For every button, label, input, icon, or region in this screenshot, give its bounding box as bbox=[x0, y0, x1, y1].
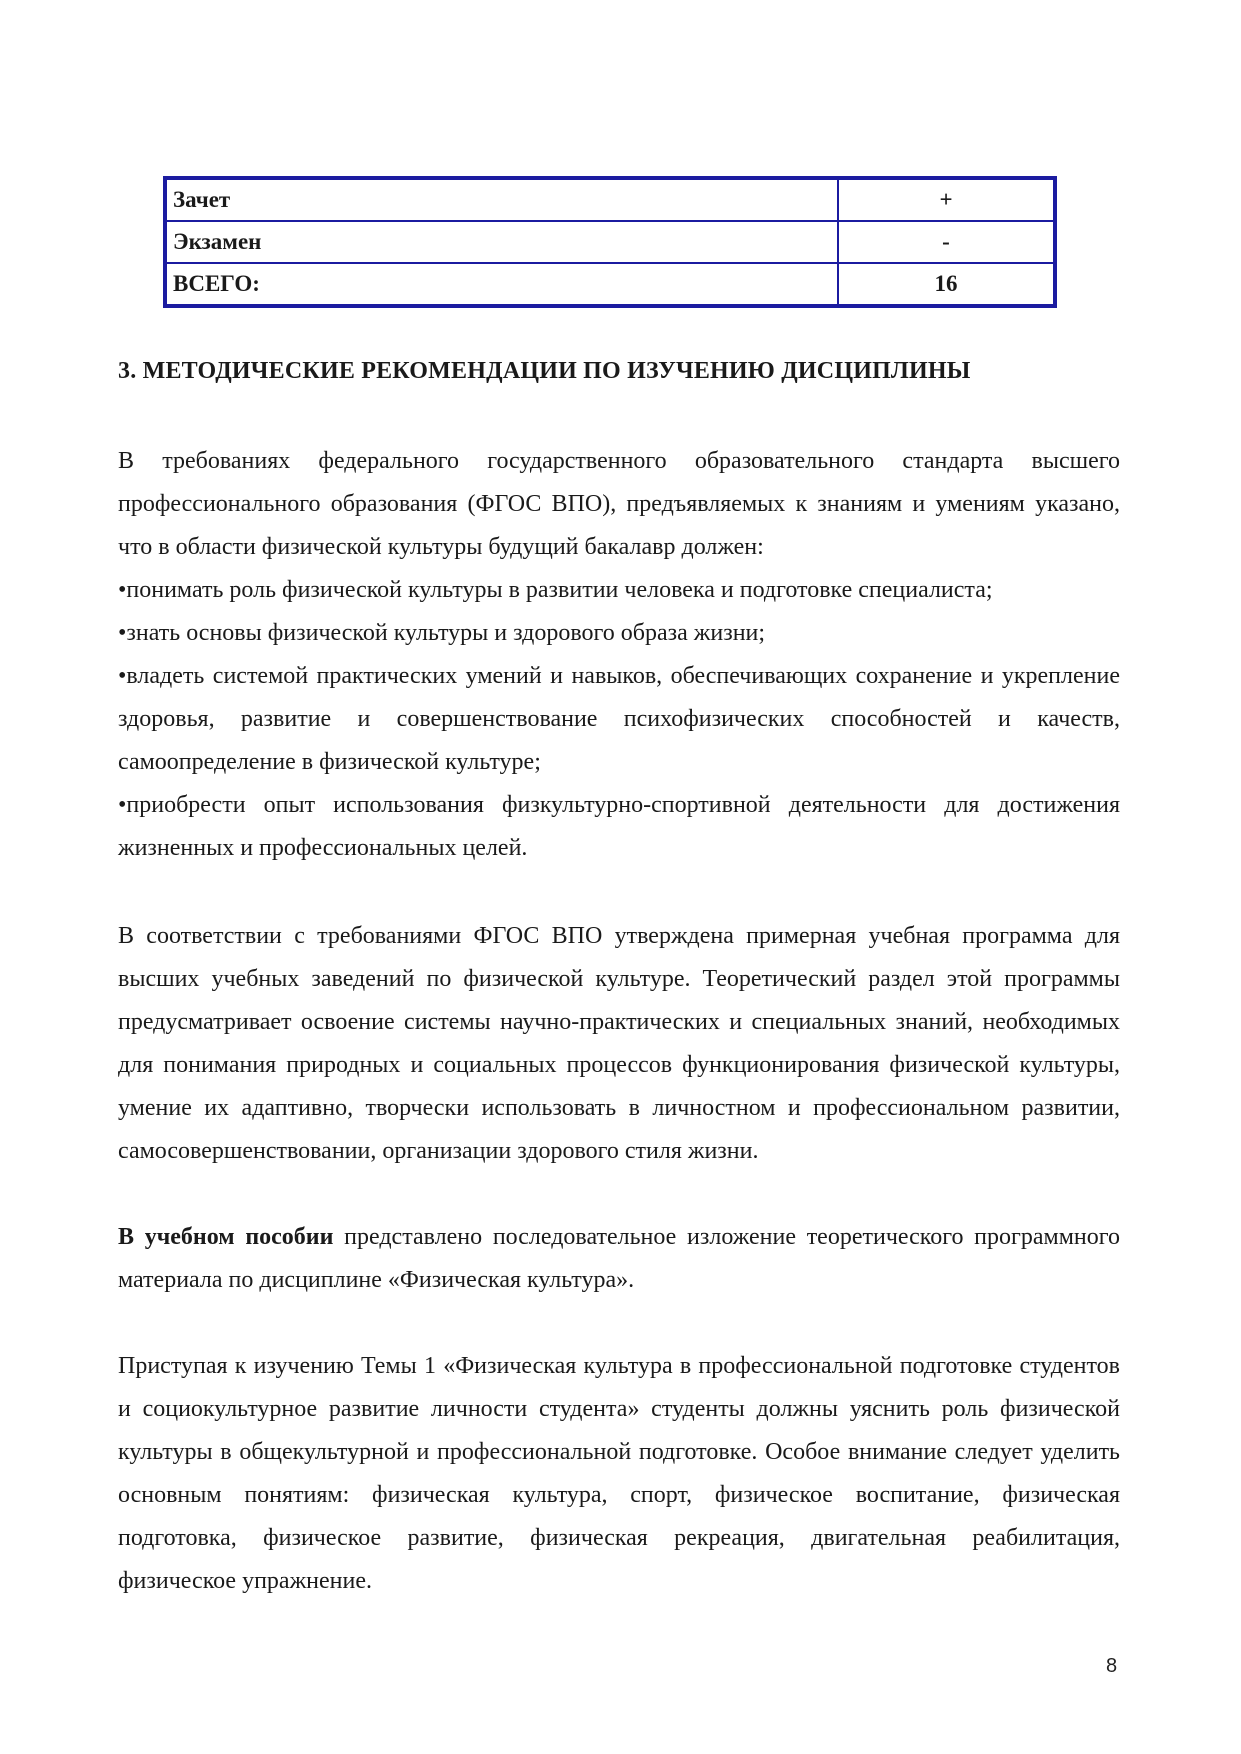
textbook-paragraph bbox=[118, 1216, 1120, 1302]
table-cell-value: - bbox=[838, 221, 1055, 263]
textbook-block bbox=[118, 1216, 1120, 1302]
bullet-item: •знать основы физической культуры и здорового образа жизни; bbox=[118, 620, 766, 646]
program-paragraph: В соответствии с требованиями ФГОС ВПО утверждена примерная учебная программа для высших учебных заведений по физической культуре. Теоретический раздел этой программы предусматривает освоение системы научно-практических и специальных знаний, необходимых для понимания природных и социальных процессов функционирования физической культуры, умение их адаптивно, творчески использовать в личностном и профессиональном развитии, самосовершенствовании, организации здорового стиля жизни. bbox=[118, 923, 1120, 1164]
bullet-item: •понимать роль физической культуры в развитии человека и подготовке специалиста; bbox=[118, 577, 993, 603]
table-cell-label: Зачет bbox=[165, 178, 838, 221]
table-cell-value: 16 bbox=[838, 263, 1055, 306]
bullet-item: •владеть системой практических умений и навыков, обеспечивающих сохранение и укрепление здоровья, развитие и совершенствование психофизических способностей и качеств, самоопределение в физической культуре; bbox=[118, 663, 1120, 775]
table-cell-label: Экзамен bbox=[165, 221, 838, 263]
textbook-bold-lead: В учебном пособии bbox=[118, 1224, 334, 1250]
section-heading: 3. МЕТОДИЧЕСКИЕ РЕКОМЕНДАЦИИ ПО ИЗУЧЕНИЮ ДИСЦИПЛИНЫ bbox=[118, 358, 971, 384]
requirements-block bbox=[118, 440, 1120, 870]
topic-block bbox=[118, 1345, 1120, 1603]
intro-paragraph: В требованиях федерального государственного образовательного стандарта высшего профессионального образования (ФГОС ВПО), предъявляемых к знаниям и умениям указано, что в области физической культуры будущий бакалавр должен: bbox=[118, 448, 1120, 560]
table-row bbox=[165, 263, 1055, 306]
table-cell-label: ВСЕГО: bbox=[165, 263, 838, 306]
bullet-item: •приобрести опыт использования физкультурно-спортивной деятельности для достижения жизненных и профессиональных целей. bbox=[118, 792, 1120, 861]
table-cell-value: + bbox=[838, 178, 1055, 221]
page-number: 8 bbox=[1106, 1655, 1118, 1677]
table-row bbox=[165, 221, 1055, 263]
table-row bbox=[165, 178, 1055, 221]
textbook-rest: представлено последовательное изложение теоретического программного материала по дисциплине «Физическая культура». bbox=[118, 1224, 1120, 1293]
program-block bbox=[118, 915, 1120, 1173]
summary-table bbox=[163, 176, 1057, 308]
topic-paragraph: Приступая к изучению Темы 1 «Физическая культура в профессиональной подготовке студентов и социокультурное развитие личности студента» студенты должны уяснить роль физической культуры в общекультурной и профессиональной подготовке. Особое внимание следует уделить основным понятиям: физическая культура, спорт, физическое воспитание, физическая подготовка, физическое развитие, физическая рекреация, двигательная реабилитация, физическое упражнение. bbox=[118, 1353, 1120, 1594]
